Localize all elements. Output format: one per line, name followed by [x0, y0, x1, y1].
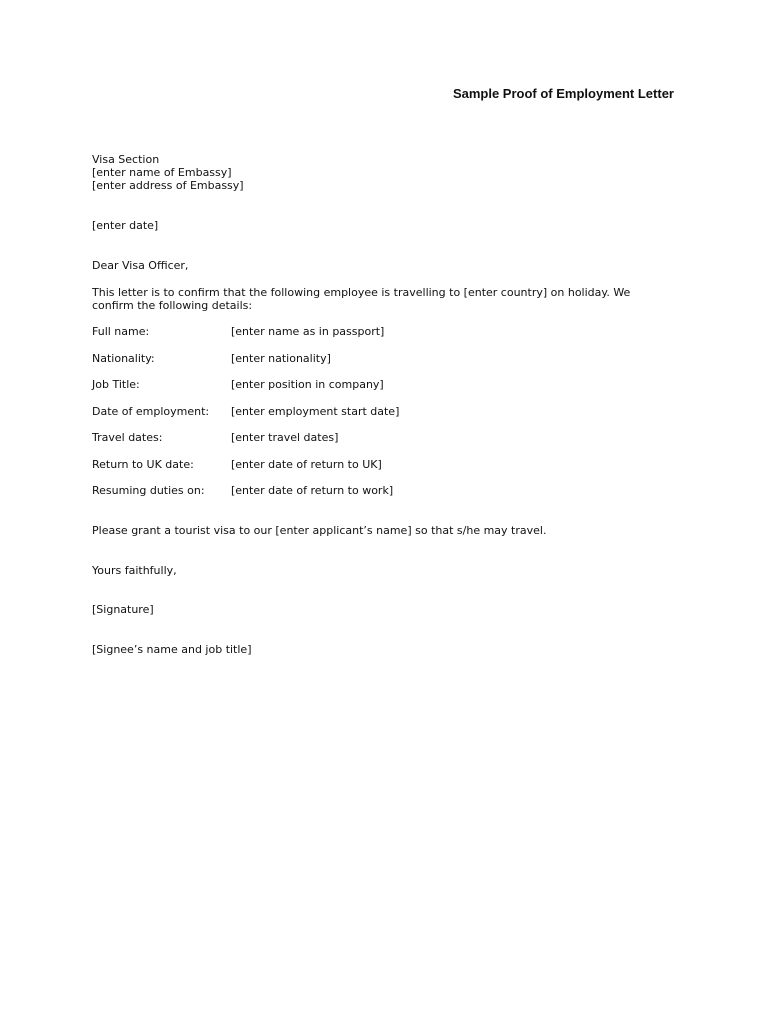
detail-label: Resuming duties on: — [92, 484, 205, 497]
detail-label: Full name: — [92, 325, 150, 338]
detail-row-resuming-duties — [92, 484, 672, 511]
detail-label: Travel dates: — [92, 431, 163, 444]
address-line-visa-section: Visa Section — [92, 153, 160, 166]
detail-row-return-date — [92, 458, 672, 485]
detail-row-nationality — [92, 352, 672, 379]
detail-value: [enter employment start date] — [231, 404, 400, 418]
detail-value: [enter travel dates] — [231, 431, 339, 444]
detail-row-full-name — [92, 325, 672, 352]
detail-label: Date of employment: — [92, 404, 210, 418]
detail-value: [enter position in company] — [231, 378, 384, 391]
closing: Yours faithfully, — [92, 564, 177, 577]
detail-row-travel-dates — [92, 431, 672, 458]
detail-label: Nationality: — [92, 351, 155, 365]
detail-label: Return to UK date: — [92, 457, 194, 471]
detail-value: [enter name as in passport] — [231, 325, 385, 338]
visa-request: Please grant a tourist visa to our [enter applicant’s name] so that s/he may travel. — [92, 524, 547, 537]
letter-date: [enter date] — [92, 219, 159, 232]
address-line-embassy-address: [enter address of Embassy] — [92, 179, 244, 192]
employee-details — [92, 325, 672, 511]
intro-paragraph: This letter is to confirm that the following employee is travelling to [enter country] on holiday. We confirm the following details: — [92, 286, 631, 312]
signee-placeholder: [Signee’s name and job title] — [92, 643, 252, 656]
detail-value: [enter date of return to UK] — [231, 457, 382, 471]
signature-placeholder: [Signature] — [92, 603, 154, 616]
address-line-embassy-name: [enter name of Embassy] — [92, 166, 232, 179]
embassy-address — [92, 153, 672, 192]
detail-label: Job Title: — [92, 378, 140, 391]
salutation: Dear Visa Officer, — [92, 259, 189, 272]
detail-row-job-title — [92, 378, 672, 405]
detail-row-date-of-employment — [92, 405, 672, 432]
letter-title: Sample Proof of Employment Letter — [452, 86, 674, 101]
detail-value: [enter date of return to work] — [231, 484, 394, 497]
detail-value: [enter nationality] — [231, 351, 331, 365]
